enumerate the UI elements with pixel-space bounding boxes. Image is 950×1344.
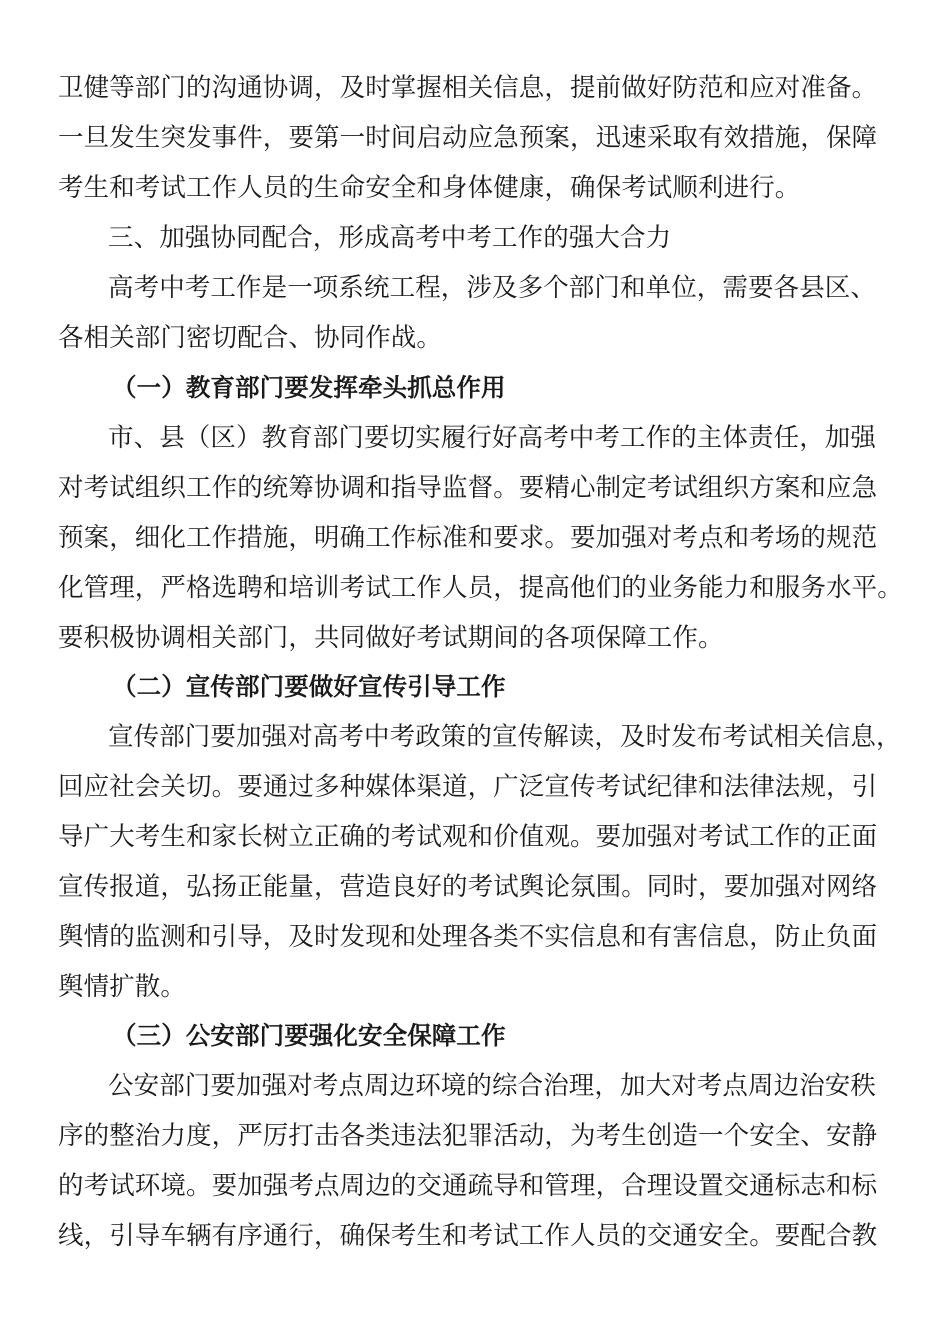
section-heading: 三、加强协同配合，形成高考中考工作的强大合力 xyxy=(108,223,672,253)
subsection-heading-3: （三）公安部门要强化安全保障工作 xyxy=(112,1021,506,1050)
body-line: 化管理，严格选聘和培训考试工作人员，提高他们的业务能力和服务水平。 xyxy=(58,573,903,603)
body-line: 导广大考生和家长树立正确的考试观和价值观。要加强对考试工作的正面 xyxy=(58,822,878,852)
body-line: 舆情扩散。 xyxy=(58,972,187,1002)
subsection-heading-2: （二）宣传部门要做好宣传引导工作 xyxy=(112,672,506,701)
body-line: 各相关部门密切配合、协同作战。 xyxy=(58,323,443,353)
body-line: 预案，细化工作措施，明确工作标准和要求。要加强对考点和考场的规范 xyxy=(58,523,878,553)
body-line: 考生和考试工作人员的生命安全和身体健康，确保考试顺利进行。 xyxy=(58,173,801,203)
body-line: 卫健等部门的沟通协调，及时掌握相关信息，提前做好防范和应对准备。 xyxy=(58,73,878,103)
body-line: 舆情的监测和引导，及时发现和处理各类不实信息和有害信息，防止负面 xyxy=(58,922,878,952)
body-line: 宣传报道，弘扬正能量，营造良好的考试舆论氛围。同时，要加强对网络 xyxy=(58,872,878,902)
body-line: 线，引导车辆有序通行，确保考生和考试工作人员的交通安全。要配合教 xyxy=(58,1221,878,1251)
paragraph-first-line: 高考中考工作是一项系统工程，涉及多个部门和单位，需要各县区、 xyxy=(108,273,877,303)
body-line: 一旦发生突发事件，要第一时间启动应急预案，迅速采取有效措施，保障 xyxy=(58,123,878,153)
body-line: 要积极协调相关部门，共同做好考试期间的各项保障工作。 xyxy=(58,623,724,653)
paragraph-first-line: 公安部门要加强对考点周边环境的综合治理，加大对考点周边治安秩 xyxy=(108,1071,877,1101)
paragraph-first-line: 宣传部门要加强对高考中考政策的宣传解读，及时发布考试相关信息， xyxy=(108,722,902,752)
body-line: 序的整治力度，严厉打击各类违法犯罪活动，为考生创造一个安全、安静 xyxy=(58,1121,878,1151)
body-line: 对考试组织工作的统筹协调和指导监督。要精心制定考试组织方案和应急 xyxy=(58,473,878,503)
body-line: 回应社会关切。要通过多种媒体渠道，广泛宣传考试纪律和法律法规，引 xyxy=(58,772,878,802)
paragraph-first-line: 市、县（区）教育部门要切实履行好高考中考工作的主体责任，加强 xyxy=(108,423,877,453)
subsection-heading-1: （一）教育部门要发挥牵头抓总作用 xyxy=(112,373,506,402)
body-line: 的考试环境。要加强考点周边的交通疏导和管理，合理设置交通标志和标 xyxy=(58,1171,878,1201)
